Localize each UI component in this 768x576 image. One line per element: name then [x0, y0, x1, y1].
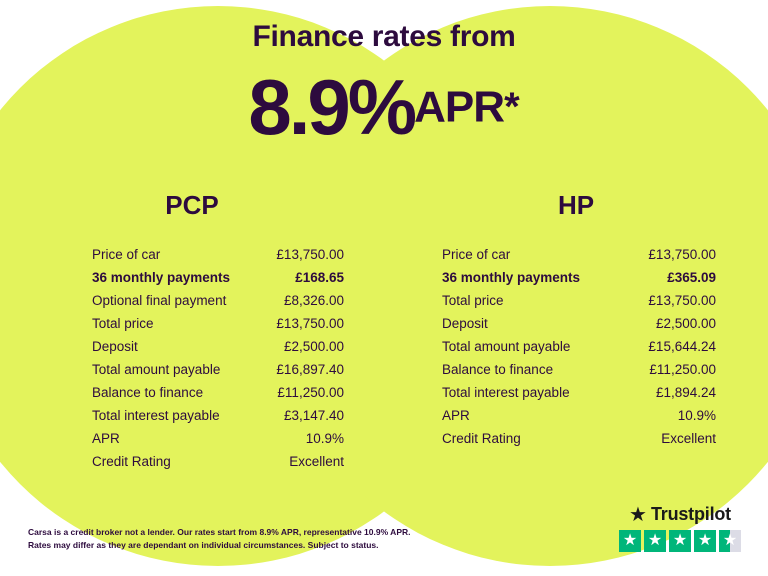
- table-row: [92, 289, 344, 312]
- row-value: £16,897.40: [276, 362, 344, 377]
- table-row: [442, 266, 716, 289]
- row-value: Excellent: [289, 454, 344, 469]
- row-value: £15,644.24: [648, 339, 716, 354]
- row-value: £2,500.00: [283, 339, 344, 354]
- trustpilot-wordmark: [616, 504, 744, 525]
- table-row: [442, 335, 716, 358]
- table-row: [92, 266, 344, 289]
- star-icon: ★: [644, 530, 666, 552]
- finance-column-pcp: [0, 190, 384, 473]
- rate-apr-label: APR: [414, 82, 505, 132]
- row-label: Total interest payable: [92, 408, 220, 423]
- row-value: £13,750.00: [648, 247, 716, 262]
- table-row: [442, 381, 716, 404]
- star-icon: ★: [669, 530, 691, 552]
- table-row: [442, 289, 716, 312]
- row-label: Credit Rating: [442, 431, 521, 446]
- row-value: Excellent: [661, 431, 716, 446]
- page-title: Finance rates from: [252, 20, 516, 53]
- row-label: 36 monthly payments: [442, 270, 581, 285]
- row-label: Total interest payable: [442, 385, 570, 400]
- row-value: £2,500.00: [655, 316, 716, 331]
- row-value: £11,250.00: [649, 362, 716, 377]
- table-row: [92, 335, 344, 358]
- star-icon: ★: [629, 503, 647, 526]
- row-label: APR: [442, 408, 470, 423]
- star-icon: ★: [619, 530, 641, 552]
- row-label: 36 monthly payments: [92, 270, 231, 285]
- row-value: £1,894.24: [655, 385, 716, 400]
- row-label: Deposit: [92, 339, 138, 354]
- row-value: £365.09: [667, 270, 716, 285]
- row-value: £13,750.00: [276, 247, 344, 262]
- row-label: Balance to finance: [92, 385, 204, 400]
- table-row: [442, 404, 716, 427]
- trustpilot-rating: [616, 504, 744, 552]
- row-label: Credit Rating: [92, 454, 171, 469]
- table-row: [92, 450, 344, 473]
- trustpilot-name: Trustpilot: [650, 504, 731, 524]
- table-row: [92, 243, 344, 266]
- row-value: £3,147.40: [283, 408, 344, 423]
- row-label: Price of car: [442, 247, 511, 262]
- table-row: [92, 358, 344, 381]
- row-value: £11,250.00: [277, 385, 344, 400]
- row-label: Total amount payable: [442, 339, 571, 354]
- disclaimer: [28, 526, 458, 552]
- row-value: £13,750.00: [648, 293, 716, 308]
- row-label: Total price: [92, 316, 154, 331]
- star-half-icon: ★: [719, 530, 741, 552]
- trustpilot-stars: [616, 530, 744, 552]
- row-value: 10.9%: [305, 431, 344, 446]
- disclaimer-line-1: Carsa is a credit broker not a lender. Our rates start from 8.9% APR, representative 10.9% APR.: [28, 527, 411, 537]
- table-row: [442, 358, 716, 381]
- row-label: Balance to finance: [442, 362, 554, 377]
- disclaimer-line-2: Rates may differ as they are dependant on individual circumstances. Subject to status.: [28, 540, 379, 550]
- finance-columns: [0, 190, 768, 473]
- table-row: [92, 312, 344, 335]
- row-value: 10.9%: [677, 408, 716, 423]
- table-row: [92, 404, 344, 427]
- row-label: APR: [92, 431, 120, 446]
- table-row: [92, 381, 344, 404]
- row-label: Optional final payment: [92, 293, 227, 308]
- rate-number: 8.9%: [248, 63, 415, 151]
- column-title-pcp: PCP: [165, 190, 219, 220]
- headline-rate: [0, 62, 768, 153]
- table-row: [442, 243, 716, 266]
- table-row: [442, 312, 716, 335]
- finance-column-hp: [384, 190, 768, 473]
- row-label: Total price: [442, 293, 504, 308]
- row-value: £168.65: [295, 270, 344, 285]
- hp-rows: [384, 243, 768, 450]
- row-label: Total amount payable: [92, 362, 221, 377]
- rate-asterisk: *: [504, 85, 520, 129]
- table-row: [92, 427, 344, 450]
- row-value: £8,326.00: [283, 293, 344, 308]
- row-label: Deposit: [442, 316, 488, 331]
- pcp-rows: [0, 243, 384, 473]
- row-value: £13,750.00: [276, 316, 344, 331]
- row-label: Price of car: [92, 247, 161, 262]
- star-icon: ★: [694, 530, 716, 552]
- table-row: [442, 427, 716, 450]
- column-title-hp: HP: [557, 190, 595, 220]
